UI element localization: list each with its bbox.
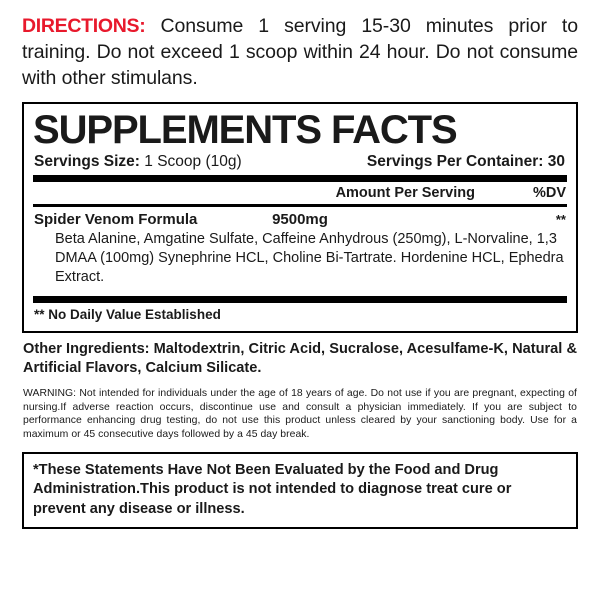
- serving-size-label: Servings Size:: [34, 152, 140, 170]
- other-ingredients: Other Ingredients: Maltodextrin, Citric Acid, Sucralose, Acesulfame-K, Natural & Artificial Flavors, Calcium Silicate.: [23, 340, 577, 376]
- serving-info-row: [33, 152, 567, 174]
- directions-label: DIRECTIONS:: [22, 15, 146, 37]
- serving-size-value: 1 Scoop (10g): [139, 152, 242, 170]
- table-row: [33, 207, 567, 229]
- ingredient-dv: **: [555, 211, 566, 227]
- amount-per-serving-header: Amount Per Serving: [335, 184, 475, 201]
- panel-divider-thick-bottom: [33, 296, 567, 303]
- directions-paragraph: [22, 14, 578, 92]
- dv-header: %DV: [532, 184, 566, 201]
- fda-disclaimer: *These Statements Have Not Been Evaluated by the Food and Drug Administration.This product is not intended to diagnose treat cure or prevent any disease or illness.: [22, 452, 578, 529]
- supplement-facts-title: SUPPLEMENTS FACTS: [33, 107, 457, 152]
- ingredient-details: Beta Alanine, Amgatine Sulfate, Caffeine Anhydrous (250mg), L-Norvaline, 1,3 DMAA (100mg) Synephrine HCL, Choline Bi-Tartrate. Hordenine HCL, Ephedra Extract.: [55, 230, 564, 286]
- daily-value-note: ** No Daily Value Established: [34, 306, 221, 322]
- warning-text: WARNING: Not intended for individuals under the age of 18 years of age. Do not use if you are pregnant, expecting of nursing.If adverse reaction occurs, discontinue use and consult a physician immediately. If you are subject to performance enhancing drug testing, do not use this product unless cleared by your sanctioning body. Use for a maximum or 45 consecutive days followed by a 45 day break.: [23, 387, 577, 440]
- ingredient-name: Spider Venom Formula: [34, 210, 198, 228]
- amount-per-serving-header-row: [33, 182, 567, 204]
- directions-text: Consume 1 serving 15-30 minutes prior to training. Do not exceed 1 scoop within 24 hour. Do not consume with other stimulans.: [22, 15, 578, 89]
- servings-per-container: Servings Per Container: 30: [366, 152, 565, 170]
- panel-divider-thick: [33, 175, 567, 182]
- ingredient-amount: 9500mg: [272, 210, 328, 228]
- supplement-facts-panel: [22, 102, 578, 333]
- serving-size: [34, 153, 242, 171]
